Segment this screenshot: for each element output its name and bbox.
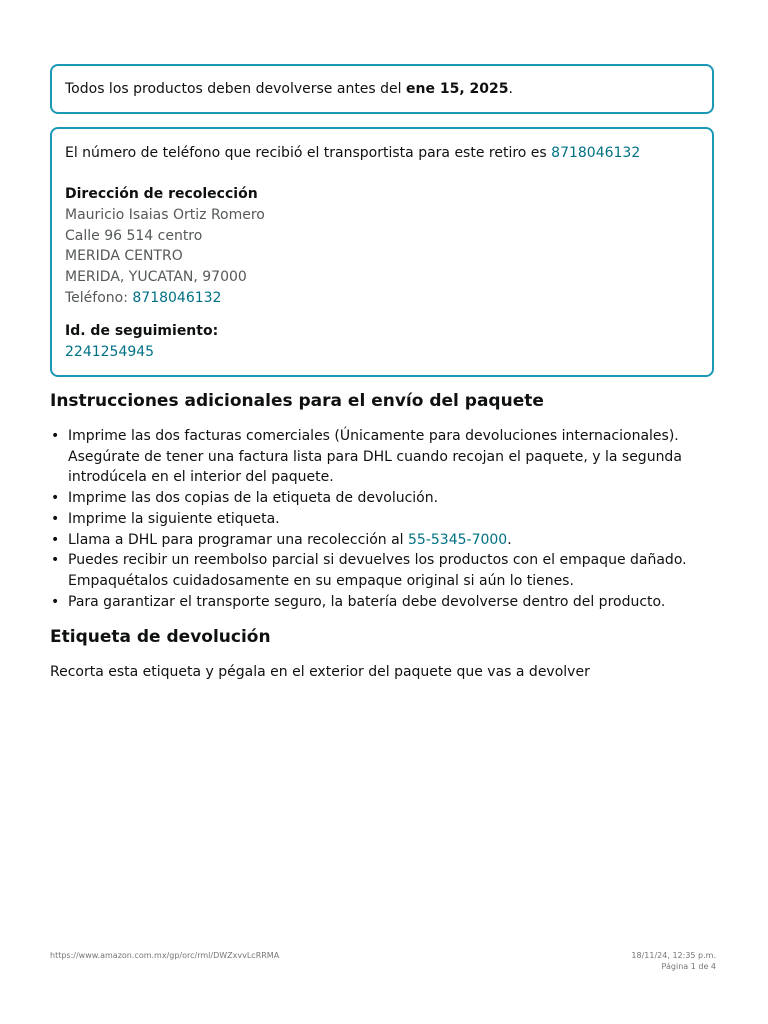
address-line: Mauricio Isaias Ortiz Romero: [65, 207, 265, 223]
return-label-heading: Etiqueta de devolución: [50, 627, 271, 647]
list-item: • Imprime las dos facturas comerciales (Únicamente para devoluciones internacionales). Asegúrate de tener una factura lista para DHL cuando recojan el paquete, y la segunda introdúcela en el interior del paquete.: [50, 426, 730, 488]
list-item: • Imprime la siguiente etiqueta.: [50, 509, 730, 530]
list-item: • Puedes recibir un reembolso parcial si devuelves los productos con el empaque dañado. Empaquétalos cuidadosamente en su empaque original si aún lo tienes.: [50, 550, 730, 591]
tracking-heading: Id. de seguimiento:: [65, 323, 219, 339]
deadline-notice: [50, 64, 714, 114]
list-item: • Llama a DHL para programar una recolección al 55-5345-7000.: [50, 530, 730, 551]
deadline-text: Todos los productos deben devolverse antes del ene 15, 2025.: [65, 81, 513, 97]
address-line: MERIDA, YUCATAN, 97000: [65, 269, 247, 285]
carrier-phone-link[interactable]: 8718046132: [551, 145, 641, 161]
address-phone-link[interactable]: 8718046132: [132, 290, 222, 306]
list-item: • Para garantizar el transporte seguro, la batería debe devolverse dentro del producto.: [50, 592, 730, 613]
footer-page-number: Página 1 de 4: [661, 962, 716, 971]
instructions-list: [50, 426, 730, 612]
deadline-date: ene 15, 2025: [406, 81, 509, 97]
address-line: Calle 96 514 centro: [65, 228, 203, 244]
footer-url: https://www.amazon.com.mx/gp/orc/rml/DWZxvvLcRRMA: [50, 951, 280, 960]
address-line: MERIDA CENTRO: [65, 248, 183, 264]
address-phone: Teléfono: 8718046132: [65, 290, 222, 306]
list-item: • Imprime las dos copias de la etiqueta de devolución.: [50, 488, 730, 509]
pickup-info-box: [50, 127, 714, 377]
tracking-id-link[interactable]: 2241254945: [65, 344, 155, 360]
carrier-phone-text: El número de teléfono que recibió el transportista para este retiro es 8718046132: [65, 145, 641, 161]
dhl-phone-link[interactable]: 55-5345-7000: [408, 531, 508, 548]
return-label-instruction: Recorta esta etiqueta y pégala en el exterior del paquete que vas a devolver: [50, 664, 590, 680]
footer-datetime: 18/11/24, 12:35 p.m.: [631, 951, 716, 960]
pickup-address-heading: Dirección de recolección: [65, 186, 258, 202]
instructions-heading: Instrucciones adicionales para el envío del paquete: [50, 391, 544, 411]
